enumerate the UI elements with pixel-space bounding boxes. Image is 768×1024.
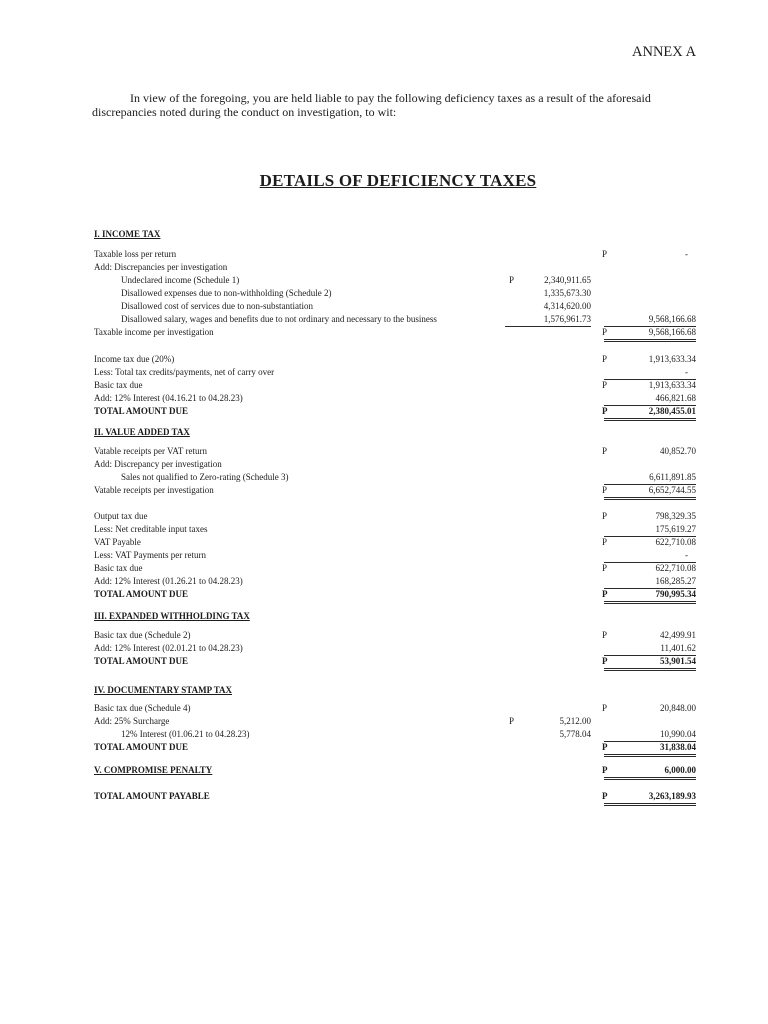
dst-interest-value: 5,778.04 [559,729,591,739]
vat-payments-label: Less: VAT Payments per return [94,550,206,560]
income-total-label: TOTAL AMOUNT DUE [94,406,189,416]
peso-sign: P [602,563,608,573]
vat-receipts-inv-value: 6,652,744.55 [604,484,696,500]
peso-sign: P [602,537,608,547]
peso-sign: P [602,742,608,752]
annex-label: ANNEX A [632,44,697,60]
peso-sign: P [602,791,608,801]
taxable-loss-label: Taxable loss per return [94,249,177,259]
income-total-value: 2,380,455.01 [604,405,696,421]
disallowed-expenses-label: Disallowed expenses due to non-withholding (Schedule 2) [121,288,332,298]
disallowed-cost-value: 4,314,620.00 [543,301,591,311]
vat-total-label: TOTAL AMOUNT DUE [94,589,189,599]
vat-output-label: Output tax due [94,511,148,521]
vat-basic-label: Basic tax due [94,563,143,573]
peso-sign: P [602,327,608,337]
peso-sign: P [602,249,608,259]
peso-sign: P [602,656,608,666]
vat-basic-value: 622,710.08 [655,563,696,573]
vat-payments-value: - [604,549,696,563]
disallowed-salary-value: 1,576,961.73 [505,313,591,327]
ewt-header: III. EXPANDED WITHHOLDING TAX [94,611,250,621]
dst-basic-value: 20,848.00 [660,703,696,713]
peso-sign: P [602,703,608,713]
vat-receipts-return-value: 40,852.70 [660,446,696,456]
dst-surcharge-value: 5,212.00 [559,716,591,726]
disallowed-cost-label: Disallowed cost of services due to non-substantiation [121,301,313,311]
peso-sign: P [602,765,608,775]
ewt-basic-value: 42,499.91 [660,630,696,640]
dst-surcharge-label: Add: 25% Surcharge [94,716,170,726]
dst-additions-total-value: 10,990.04 [604,728,696,742]
vat-payable-value: 622,710.08 [655,537,696,547]
taxable-income-value: 9,568,166.68 [604,326,696,342]
income-basic-value: 1,913,633.34 [648,380,696,390]
grand-total-value: 3,263,189.93 [604,790,696,806]
peso-sign: P [602,446,608,456]
income-tax-due-label: Income tax due (20%) [94,354,175,364]
ewt-total-label: TOTAL AMOUNT DUE [94,656,189,666]
peso-sign: P [509,716,515,726]
vat-output-value: 798,329.35 [655,511,696,521]
vat-interest-label: Add: 12% Interest (01.26.21 to 04.28.23) [94,576,243,586]
less-credits-label: Less: Total tax credits/payments, net of carry over [94,367,275,377]
vat-payable-label: VAT Payable [94,537,141,547]
peso-sign: P [602,630,608,640]
vat-input-label: Less: Net creditable input taxes [94,524,208,534]
peso-sign: P [602,511,608,521]
ewt-total-value: 53,901.54 [604,655,696,671]
vat-receipts-inv-label: Vatable receipts per investigation [94,485,214,495]
income-tax-header: I. INCOME TAX [94,229,161,239]
add-discrepancies-label: Add: Discrepancies per investigation [94,262,228,272]
ewt-basic-label: Basic tax due (Schedule 2) [94,630,191,640]
compromise-value: 6,000.00 [604,764,696,780]
undeclared-income-label: Undeclared income (Schedule 1) [121,275,240,285]
income-tax-due-value: 1,913,633.34 [648,354,696,364]
disallowed-total-value: 9,568,166.68 [604,313,696,327]
vat-receipts-return-label: Vatable receipts per VAT return [94,446,207,456]
intro-paragraph: In view of the foregoing, you are held liable to pay the following deficiency taxes as a result of the aforesaid discrepancies noted during the conduct on investigation, to wit: [92,91,651,119]
less-credits-value: - [604,366,696,380]
peso-sign: P [602,406,608,416]
dst-header: IV. DOCUMENTARY STAMP TAX [94,685,233,695]
disallowed-salary-label: Disallowed salary, wages and benefits due to not ordinary and necessary to the business [121,314,437,324]
grand-total-label: TOTAL AMOUNT PAYABLE [94,791,210,801]
vat-header: II. VALUE ADDED TAX [94,427,190,437]
peso-sign: P [602,354,608,364]
peso-sign: P [602,589,608,599]
vat-sales-label: Sales not qualified to Zero-rating (Schedule 3) [121,472,289,482]
peso-sign: P [509,275,515,285]
taxable-income-label: Taxable income per investigation [94,327,214,337]
dst-interest-label: 12% Interest (01.06.21 to 04.28.23) [121,729,250,739]
income-interest-label: Add: 12% Interest (04.16.21 to 04.28.23) [94,393,243,403]
peso-sign: P [602,485,608,495]
vat-input-value: 175,619.27 [604,523,696,537]
income-basic-label: Basic tax due [94,380,143,390]
vat-sales-value: 6,611,891.85 [604,471,696,485]
vat-add-discrepancy-label: Add: Discrepancy per investigation [94,459,222,469]
disallowed-expenses-value: 1,335,673.30 [543,288,591,298]
vat-total-value: 790,995.34 [604,588,696,604]
dst-basic-label: Basic tax due (Schedule 4) [94,703,191,713]
vat-interest-value: 168,285.27 [604,575,696,589]
income-interest-value: 466,821.68 [604,392,696,406]
ewt-interest-label: Add: 12% Interest (02.01.21 to 04.28.23) [94,643,243,653]
undeclared-income-value: 2,340,911.65 [544,275,591,285]
document-title: DETAILS OF DEFICIENCY TAXES [259,171,537,190]
compromise-header: V. COMPROMISE PENALTY [94,765,213,775]
peso-sign: P [602,380,608,390]
taxable-loss-value: - [685,249,688,259]
dst-total-label: TOTAL AMOUNT DUE [94,742,189,752]
dst-total-value: 31,838.04 [604,741,696,757]
ewt-interest-value: 11,401.62 [604,642,696,656]
